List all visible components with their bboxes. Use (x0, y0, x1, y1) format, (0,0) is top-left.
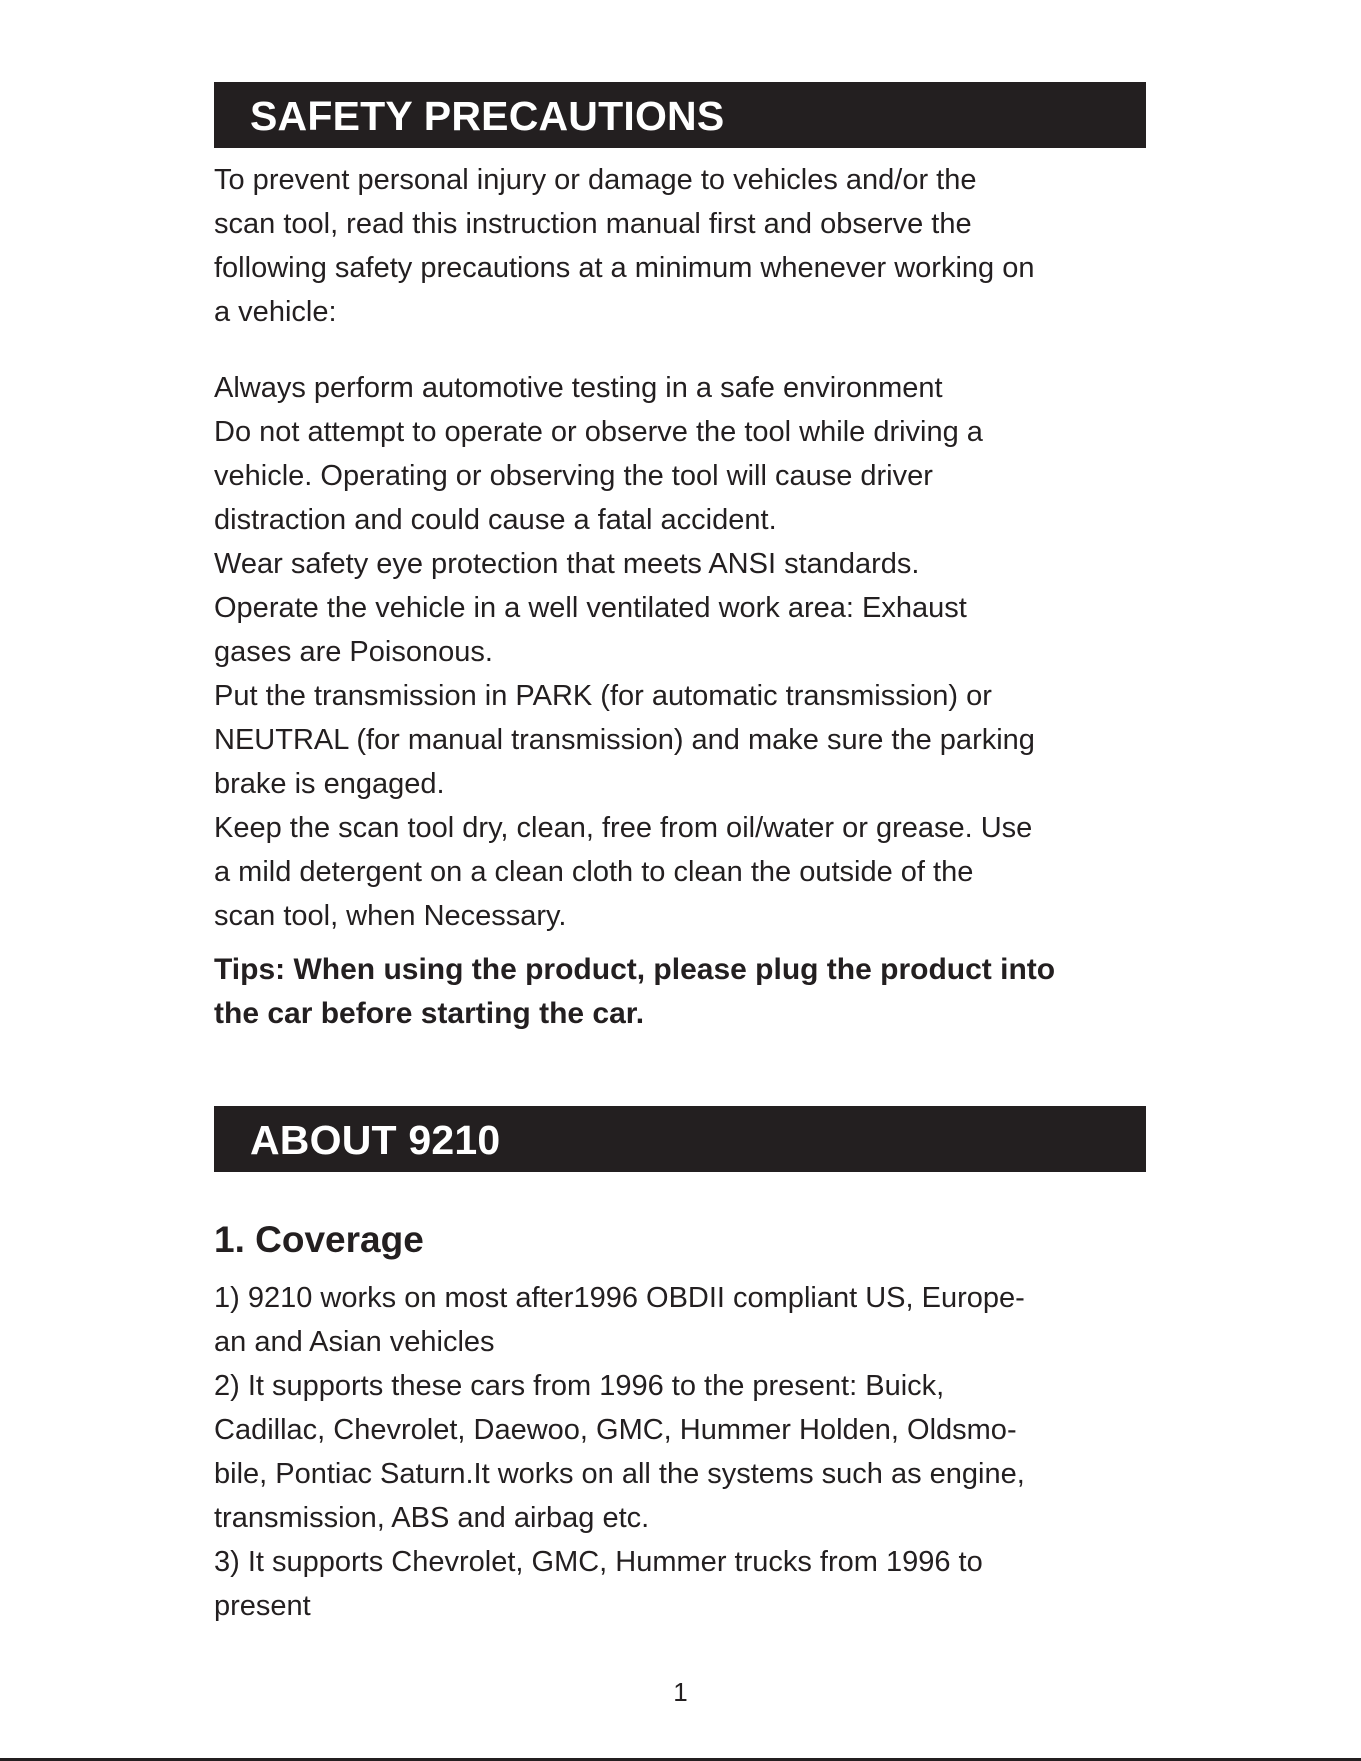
safety-precautions-heading: SAFETY PRECAUTIONS (214, 82, 1146, 148)
safety-intro-paragraph: To prevent personal injury or damage to vehicles and/or the scan tool, read this instruction manual first and observe the following safety precautions at a minimum whenever working on a vehicle: (214, 164, 1035, 328)
page-number: 1 (673, 1677, 688, 1707)
coverage-text: 1) 9210 works on most after1996 OBDII compliant US, Europe- an and Asian vehicles 2) It supports these cars from 1996 to the present: Buick, Cadillac, Chevrolet, Daewoo, GMC, Hummer Holden, Oldsmo- bile, Pontiac Saturn.It works on all the systems such as engine, transmission, ABS and airbag etc. 3) It supports Chevrolet, GMC, Hummer trucks from 1996 to present (214, 1282, 1025, 1622)
manual-page (214, 82, 1146, 1628)
about-heading: ABOUT 9210 (214, 1106, 1146, 1172)
coverage-title: 1. Coverage (214, 1219, 424, 1260)
safety-precautions-list: Always perform automotive testing in a safe environment Do not attempt to operate or observe the tool while driving a vehicle. Operating or observing the tool will cause driver distraction and could cause a fatal accident. Wear safety eye protection that meets ANSI standards. Operate the vehicle in a well ventilated work area: Exhaust gases are Poisonous. Put the transmission in PARK (for automatic transmission) or NEUTRAL (for manual transmission) and make sure the parking brake is engaged. Keep the scan tool dry, clean, free from oil/water or grease. Use a mild detergent on a clean cloth to clean the outside of the scan tool, when Necessary. (214, 372, 1035, 932)
tips-note: Tips: When using the product, please plug the product into the car before starting the car. (214, 953, 1056, 1030)
